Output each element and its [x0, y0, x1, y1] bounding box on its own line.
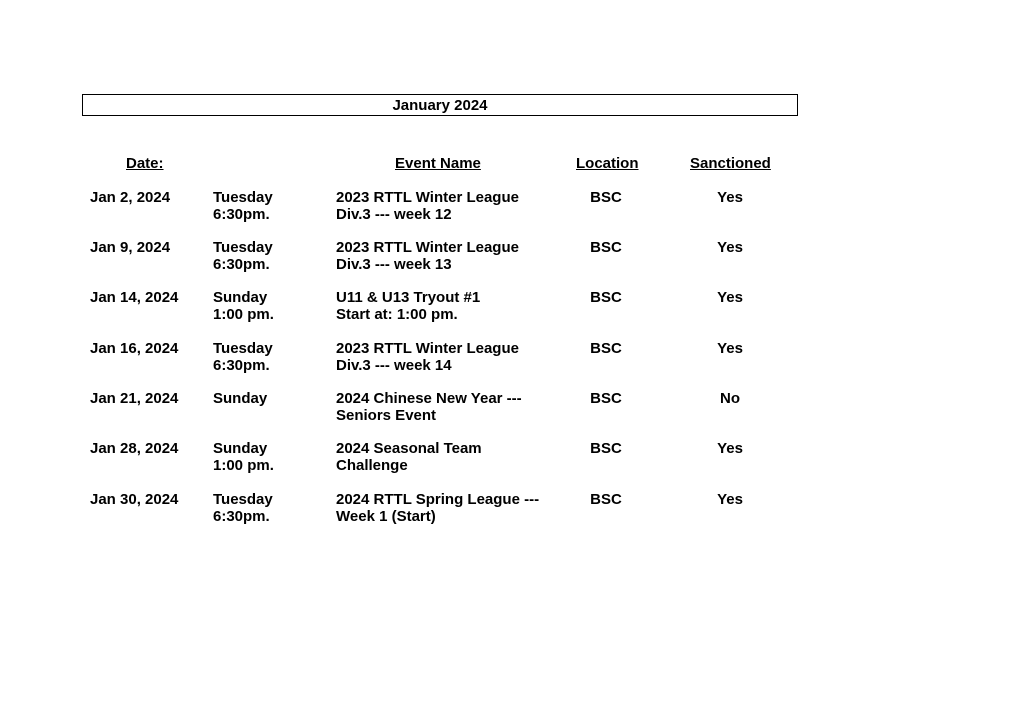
event-date [90, 289, 178, 306]
event-name [336, 239, 519, 273]
event-location: BSC [590, 440, 622, 457]
event-name-line-2: Div.3 --- week 14 [336, 357, 452, 374]
event-location: BSC [590, 189, 622, 206]
event-name-line-1: 2023 RTTL Winter League [336, 340, 519, 357]
sanctioned-column-header: Sanctioned [690, 155, 771, 172]
event-day-time [213, 189, 273, 223]
table-row [0, 340, 1024, 380]
event-time: 6:30pm. [213, 256, 270, 273]
event-name-line-1: 2023 RTTL Winter League [336, 239, 519, 256]
event-name-line-2: Div.3 --- week 12 [336, 206, 452, 223]
event-location: BSC [590, 491, 622, 508]
event-name [336, 390, 522, 424]
event-time: 1:00 pm. [213, 306, 274, 323]
event-name [336, 440, 482, 474]
event-sanctioned: No [720, 390, 740, 407]
event-date [90, 491, 178, 508]
event-day-time [213, 239, 273, 273]
event-name-column-header: Event Name [395, 155, 481, 172]
event-date [90, 239, 170, 256]
event-day: Tuesday [213, 491, 273, 508]
event-date-text: Jan 2, 2024 [90, 189, 171, 206]
event-day: Sunday [213, 390, 268, 407]
table-row [0, 491, 1024, 531]
event-day-time [213, 390, 267, 407]
event-name-line-1: 2024 Chinese New Year --- [336, 390, 522, 407]
event-date-text: Jan 28, 2024 [90, 440, 179, 457]
event-day: Sunday [213, 289, 268, 306]
event-sanctioned: Yes [717, 289, 743, 306]
table-row [0, 189, 1024, 229]
event-day: Sunday [213, 440, 268, 457]
event-name [336, 189, 519, 223]
event-date-text: Jan 14, 2024 [90, 289, 179, 306]
event-date [90, 440, 178, 457]
event-name-line-2: Week 1 (Start) [336, 508, 436, 525]
event-sanctioned: Yes [717, 440, 743, 457]
event-date [90, 390, 178, 407]
event-name-line-2: Challenge [336, 457, 408, 474]
event-sanctioned: Yes [717, 340, 743, 357]
event-sanctioned: Yes [717, 189, 743, 206]
event-name-line-2: Seniors Event [336, 407, 437, 424]
event-day-time [213, 491, 273, 525]
event-location: BSC [590, 289, 622, 306]
event-day: Tuesday [213, 189, 273, 206]
event-sanctioned: Yes [717, 239, 743, 256]
event-time: 1:00 pm. [213, 457, 274, 474]
event-day-time [213, 440, 274, 474]
event-name-line-1: 2024 Seasonal Team [336, 440, 482, 457]
event-name-line-2: Start at: 1:00 pm. [336, 306, 458, 323]
location-column-header: Location [576, 155, 639, 172]
event-name-line-1: 2023 RTTL Winter League [336, 189, 519, 206]
event-date [90, 189, 170, 206]
event-name [336, 289, 480, 323]
table-row [0, 239, 1024, 279]
event-date-text: Jan 30, 2024 [90, 491, 179, 508]
event-name [336, 340, 519, 374]
event-location: BSC [590, 239, 622, 256]
table-row [0, 289, 1024, 329]
event-date-text: Jan 21, 2024 [90, 390, 179, 407]
event-name [336, 491, 539, 525]
event-sanctioned: Yes [717, 491, 743, 508]
event-date-text: Jan 9, 2024 [90, 239, 171, 256]
event-date-text: Jan 16, 2024 [90, 340, 179, 357]
date-column-header: Date: [126, 155, 164, 172]
event-day-time [213, 289, 274, 323]
event-name-line-1: 2024 RTTL Spring League --- [336, 491, 540, 508]
event-date [90, 340, 178, 357]
month-title: January 2024 [82, 94, 798, 116]
event-time: 6:30pm. [213, 206, 270, 223]
table-row [0, 440, 1024, 480]
event-time: 6:30pm. [213, 357, 270, 374]
event-name-line-1: U11 & U13 Tryout #1 [336, 289, 481, 306]
event-day: Tuesday [213, 340, 273, 357]
event-time: 6:30pm. [213, 508, 270, 525]
table-row [0, 390, 1024, 430]
event-day-time [213, 340, 273, 374]
event-name-line-2: Div.3 --- week 13 [336, 256, 452, 273]
event-location: BSC [590, 340, 622, 357]
event-day: Tuesday [213, 239, 273, 256]
event-location: BSC [590, 390, 622, 407]
